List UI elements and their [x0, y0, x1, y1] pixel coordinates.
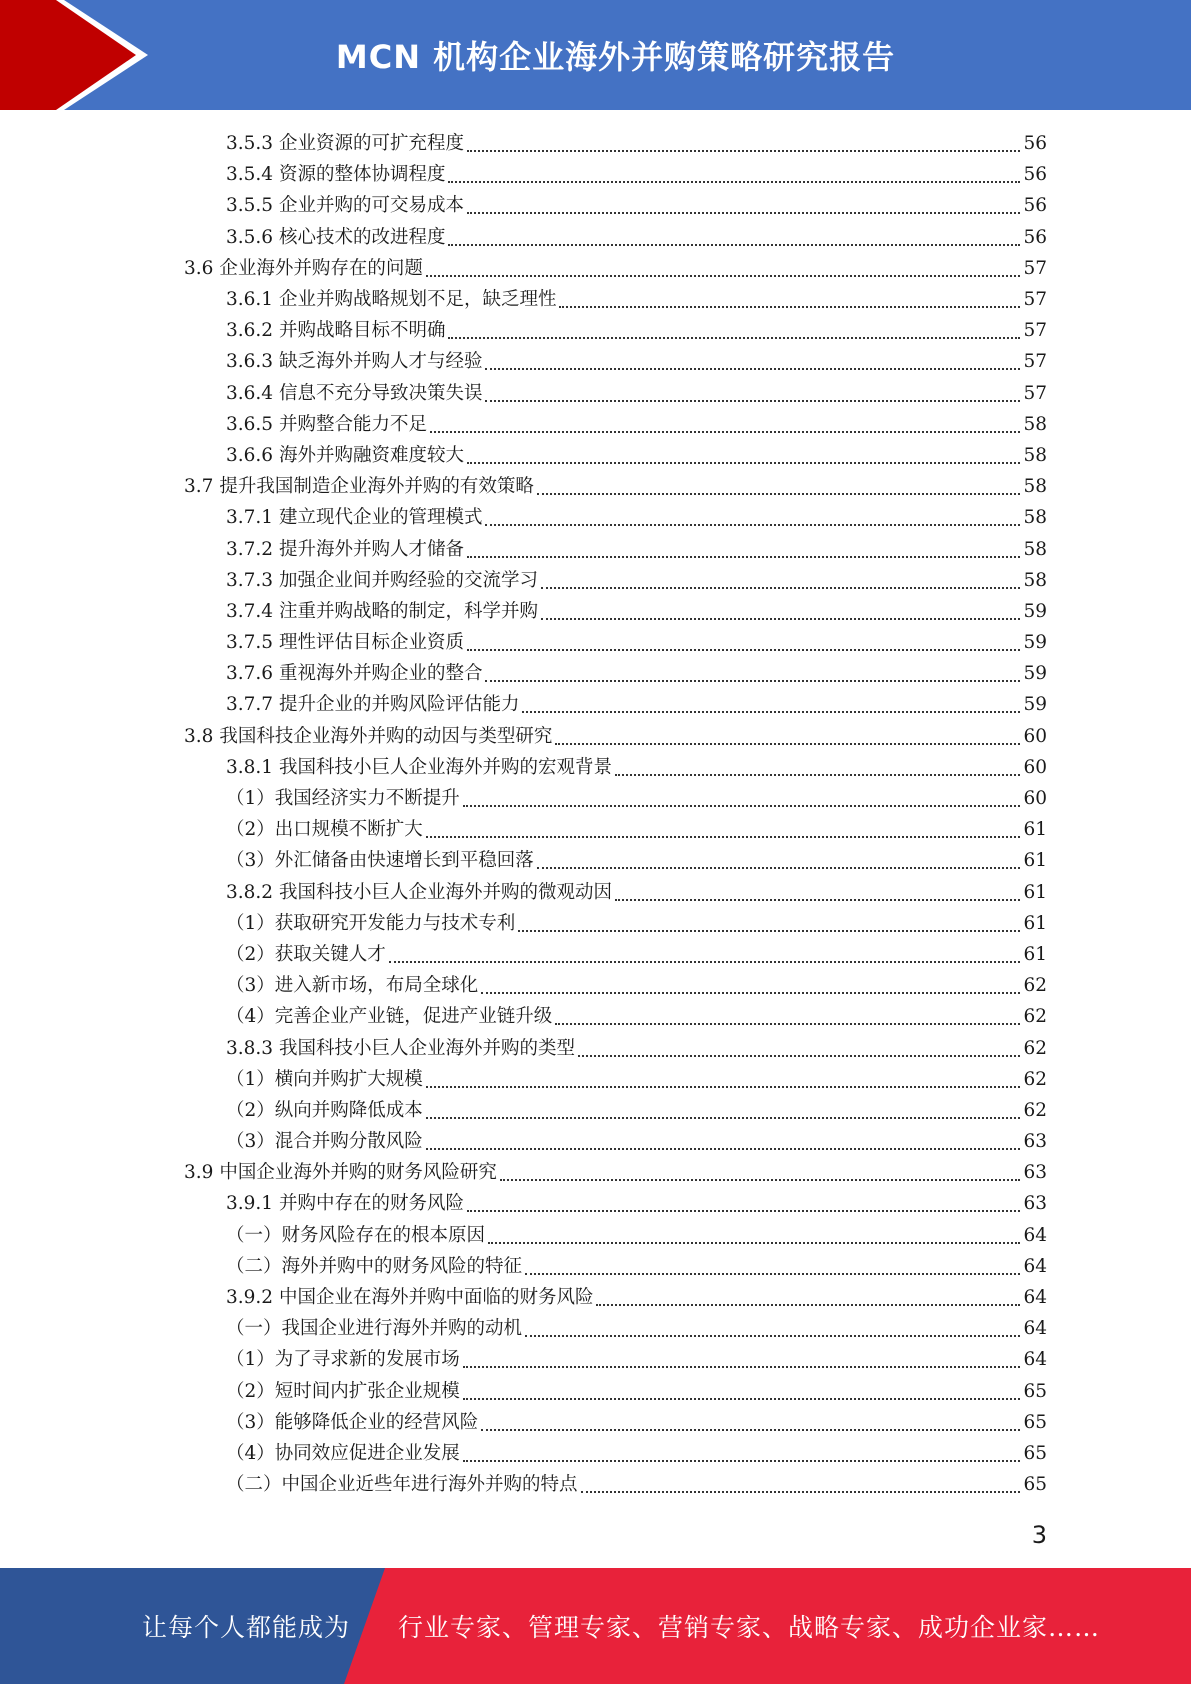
toc-entry[interactable] [0, 596, 1191, 627]
toc-entry-number: 3.6.3 [226, 351, 274, 373]
document-title: MCN 机构企业海外并购策略研究报告 [335, 38, 896, 76]
toc-dot-leader [467, 648, 1020, 651]
toc-entry-text: 外汇储备由快速增长到平稳回落 [274, 850, 534, 872]
toc-entry-text: 资源的整体协调程度 [278, 164, 446, 186]
toc-entry-heading [226, 1407, 478, 1438]
toc-entry-heading [226, 845, 534, 876]
toc-entry-heading [226, 1282, 593, 1313]
toc-entry-page: 59 [1023, 694, 1047, 716]
toc-entry-page: 63 [1023, 1131, 1047, 1153]
toc-entry[interactable] [0, 1126, 1191, 1157]
toc-dot-leader [541, 586, 1020, 589]
toc-entry-number: （3） [226, 1131, 275, 1153]
toc-entry-text: 信息不充分导致决策失误 [278, 382, 483, 404]
toc-entry-text: 我国科技企业海外并购的动因与类型研究 [219, 725, 553, 747]
toc-entry-text: 获取研究开发能力与技术专利 [274, 912, 516, 934]
toc-entry-number: 3.8.2 [226, 881, 274, 903]
toc-entry-text: 缺乏海外并购人才与经验 [278, 351, 483, 373]
toc-dot-leader [518, 929, 1020, 932]
toc-entry[interactable] [0, 346, 1191, 377]
toc-entry-number: （2） [226, 1380, 275, 1402]
toc-entry-text: 中国企业在海外并购中面临的财务风险 [278, 1287, 594, 1309]
toc-entry[interactable] [0, 877, 1191, 908]
toc-entry-page: 62 [1023, 1006, 1047, 1028]
toc-entry-number: 3.7.4 [226, 600, 274, 622]
toc-dot-leader [467, 149, 1020, 152]
toc-entry-page: 61 [1023, 912, 1047, 934]
toc-entry-heading [226, 877, 612, 908]
toc-entry-number: 3.6.4 [226, 382, 274, 404]
toc-entry-text: 中国企业海外并购的财务风险研究 [219, 1162, 497, 1184]
toc-entry-text: 我国科技小巨人企业海外并购的宏观背景 [278, 756, 612, 778]
toc-entry-text: 完善企业产业链，促进产业链升级 [274, 1006, 553, 1028]
toc-entry-number: （1） [226, 1068, 275, 1090]
toc-entry-number: （3） [226, 1411, 275, 1433]
toc-entry-text: 并购整合能力不足 [278, 413, 427, 435]
toc-entry[interactable] [0, 752, 1191, 783]
toc-dot-leader [389, 960, 1021, 963]
toc-entry-text: 企业海外并购存在的问题 [219, 257, 423, 279]
toc-entry-page: 62 [1023, 1099, 1047, 1121]
toc-entry-heading [184, 1157, 497, 1188]
toc-entry-number: 3.9.1 [226, 1193, 274, 1215]
toc-entry-page: 60 [1023, 756, 1047, 778]
toc-entry-page: 57 [1023, 351, 1047, 373]
toc-dot-leader [430, 430, 1020, 433]
toc-entry-page: 62 [1023, 1037, 1047, 1059]
toc-entry-page: 62 [1023, 1068, 1047, 1090]
toc-entry[interactable] [0, 284, 1191, 315]
toc-entry-number: 3.5.6 [226, 226, 274, 248]
toc-entry[interactable] [0, 565, 1191, 596]
toc-entry[interactable] [0, 845, 1191, 876]
toc-entry-text: 提升我国制造企业海外并购的有效策略 [219, 476, 534, 498]
page-footer [0, 1568, 1191, 1684]
toc-entry-text: 注重并购战略的制定，科学并购 [278, 600, 538, 622]
toc-entry-page: 57 [1023, 382, 1047, 404]
toc-entry-number: （4） [226, 1006, 275, 1028]
toc-entry-heading [226, 1438, 460, 1469]
toc-entry-number: 3.6 [184, 257, 214, 279]
toc-entry-text: 短时间内扩张企业规模 [274, 1380, 460, 1402]
toc-entry-page: 65 [1023, 1380, 1047, 1402]
toc-entry-number: （一） [226, 1318, 282, 1340]
toc-dot-leader [426, 835, 1021, 838]
toc-entry[interactable] [0, 689, 1191, 720]
toc-entry-heading [226, 409, 427, 440]
toc-dot-leader [581, 1490, 1021, 1493]
toc-entry[interactable] [0, 1407, 1191, 1438]
toc-entry-number: （一） [226, 1224, 282, 1246]
toc-entry[interactable] [0, 128, 1191, 159]
toc-entry-number: （3） [226, 975, 275, 997]
toc-entry-text: 进入新市场，布局全球化 [274, 975, 479, 997]
toc-entry[interactable] [0, 533, 1191, 564]
page-header [0, 0, 1191, 110]
toc-entry-heading [226, 440, 464, 471]
toc-entry[interactable] [0, 658, 1191, 689]
toc-entry-text: 海外并购中的财务风险的特征 [281, 1255, 523, 1277]
toc-entry[interactable] [0, 1251, 1191, 1282]
toc-entry-heading [226, 1095, 423, 1126]
toc-entry-heading [226, 315, 445, 346]
toc-entry-text: 提升海外并购人才储备 [278, 538, 464, 560]
toc-entry[interactable] [0, 1376, 1191, 1407]
toc-entry-page: 56 [1023, 164, 1047, 186]
toc-entry-page: 59 [1023, 600, 1047, 622]
toc-entry-heading [226, 939, 386, 970]
toc-entry-number: 3.9.2 [226, 1287, 274, 1309]
toc-entry-text: 并购中存在的财务风险 [278, 1193, 464, 1215]
toc-entry-text: 为了寻求新的发展市场 [274, 1349, 460, 1371]
toc-entry-heading [226, 596, 538, 627]
toc-entry-page: 65 [1023, 1411, 1047, 1433]
toc-entry-number: 3.7.5 [226, 632, 274, 654]
toc-entry-heading [226, 128, 464, 159]
toc-dot-leader [485, 679, 1020, 682]
toc-entry-heading [226, 378, 482, 409]
toc-dot-leader [463, 1397, 1021, 1400]
toc-entry-heading [226, 627, 464, 658]
toc-entry-number: 3.8 [184, 725, 214, 747]
toc-entry[interactable] [0, 1220, 1191, 1251]
toc-dot-leader [555, 1022, 1020, 1025]
toc-entry[interactable] [0, 970, 1191, 1001]
toc-dot-leader [555, 742, 1020, 745]
toc-entry-page: 63 [1023, 1162, 1047, 1184]
toc-dot-leader [596, 1303, 1020, 1306]
toc-entry[interactable] [0, 409, 1191, 440]
toc-entry-heading [226, 689, 519, 720]
toc-entry-heading [226, 284, 556, 315]
toc-entry[interactable] [0, 1032, 1191, 1063]
toc-dot-leader [467, 555, 1020, 558]
toc-entry-number: 3.7.6 [226, 663, 274, 685]
toc-entry-text: 混合并购分散风险 [274, 1131, 423, 1153]
toc-dot-leader [448, 243, 1020, 246]
toc-entry[interactable] [0, 939, 1191, 970]
toc-entry-page: 64 [1023, 1349, 1047, 1371]
toc-entry-text: 企业资源的可扩充程度 [278, 133, 464, 155]
toc-entry-number: 3.5.4 [226, 164, 274, 186]
toc-dot-leader [463, 1459, 1021, 1462]
toc-entry-page: 60 [1023, 788, 1047, 810]
toc-entry-text: 财务风险存在的根本原因 [281, 1224, 486, 1246]
toc-entry-number: 3.8.1 [226, 756, 274, 778]
toc-entry-number: （1） [226, 912, 275, 934]
toc-dot-leader [537, 492, 1021, 495]
toc-entry-heading [226, 534, 464, 565]
toc-dot-leader [448, 336, 1020, 339]
toc-entry[interactable] [0, 253, 1191, 284]
toc-entry-page: 63 [1023, 1193, 1047, 1215]
toc-entry-text: 企业并购的可交易成本 [278, 195, 464, 217]
toc-entry[interactable] [0, 440, 1191, 471]
toc-entry-heading [226, 908, 515, 939]
toc-entry-page: 65 [1023, 1474, 1047, 1496]
toc-entry-page: 56 [1023, 226, 1047, 248]
toc-entry-page: 61 [1023, 881, 1047, 903]
toc-entry-page: 59 [1023, 632, 1047, 654]
toc-entry[interactable] [0, 908, 1191, 939]
toc-entry-page: 59 [1023, 663, 1047, 685]
toc-entry-number: （2） [226, 819, 275, 841]
toc-entry-page: 58 [1023, 413, 1047, 435]
toc-entry-heading [226, 1064, 423, 1095]
toc-entry[interactable] [0, 721, 1191, 752]
toc-entry-number: 3.8.3 [226, 1037, 274, 1059]
toc-entry-number: （2） [226, 1099, 275, 1121]
toc-entry-heading [226, 190, 464, 221]
toc-entry-number: 3.5.5 [226, 195, 274, 217]
toc-dot-leader [426, 274, 1021, 277]
toc-entry-heading [226, 814, 423, 845]
toc-entry-page: 57 [1023, 257, 1047, 279]
toc-entry-page: 61 [1023, 943, 1047, 965]
toc-entry-heading [226, 658, 482, 689]
toc-entry-text: 横向并购扩大规模 [274, 1068, 423, 1090]
toc-entry-text: 建立现代企业的管理模式 [278, 507, 483, 529]
toc-entry-heading [226, 1344, 460, 1375]
toc-entry[interactable] [0, 1001, 1191, 1032]
toc-entry[interactable] [0, 627, 1191, 658]
toc-entry-page: 56 [1023, 195, 1047, 217]
toc-entry[interactable] [0, 222, 1191, 253]
toc-entry-page: 64 [1023, 1287, 1047, 1309]
toc-entry-number: 3.7.3 [226, 569, 274, 591]
toc-dot-leader [485, 367, 1020, 370]
toc-entry-heading [226, 752, 612, 783]
toc-entry-number: （二） [226, 1474, 282, 1496]
toc-entry-heading [226, 346, 482, 377]
toc-entry-heading [226, 1033, 575, 1064]
toc-dot-leader [463, 804, 1021, 807]
toc-entry-text: 纵向并购降低成本 [274, 1099, 423, 1121]
toc-dot-leader [525, 1334, 1020, 1337]
toc-entry-number: 3.5.3 [226, 133, 274, 155]
footer-slogan-right: 行业专家、管理专家、营销专家、战略专家、成功企业家…… [398, 1613, 1101, 1642]
toc-dot-leader [615, 898, 1020, 901]
toc-entry-heading [226, 1251, 522, 1282]
toc-entry[interactable] [0, 1469, 1191, 1500]
toc-dot-leader [578, 1054, 1020, 1057]
toc-entry-text: 中国企业近些年进行海外并购的特点 [281, 1474, 578, 1496]
toc-entry-heading [226, 222, 445, 253]
toc-entry-page: 62 [1023, 975, 1047, 997]
toc-entry-number: 3.7 [184, 476, 214, 498]
toc-dot-leader [463, 1365, 1021, 1368]
toc-entry-number: （1） [226, 788, 275, 810]
toc-entry-text: 我国企业进行海外并购的动机 [281, 1318, 523, 1340]
toc-entry[interactable] [0, 1095, 1191, 1126]
toc-entry[interactable] [0, 502, 1191, 533]
toc-entry-text: 加强企业间并购经验的交流学习 [278, 569, 538, 591]
toc-entry-text: 重视海外并购企业的整合 [278, 663, 483, 685]
toc-entry-heading [226, 1376, 460, 1407]
toc-entry-number: 3.9 [184, 1162, 214, 1184]
toc-entry-number: （二） [226, 1255, 282, 1277]
toc-entry-number: 3.6.6 [226, 444, 274, 466]
toc-entry-page: 56 [1023, 133, 1047, 155]
toc-dot-leader [537, 866, 1021, 869]
toc-entry[interactable] [0, 190, 1191, 221]
toc-dot-leader [522, 710, 1020, 713]
toc-entry[interactable] [0, 315, 1191, 346]
toc-entry-heading [184, 253, 423, 284]
toc-entry-text: 出口规模不断扩大 [274, 819, 423, 841]
toc-entry-page: 61 [1023, 819, 1047, 841]
toc-dot-leader [559, 305, 1020, 308]
toc-entry-heading [226, 565, 538, 596]
toc-dot-leader [467, 1209, 1020, 1212]
toc-entry-heading [226, 783, 460, 814]
toc-entry-heading [226, 1001, 552, 1032]
toc-dot-leader [485, 399, 1020, 402]
toc-entry-page: 58 [1023, 538, 1047, 560]
toc-entry-text: 并购战略目标不明确 [278, 320, 446, 342]
toc-dot-leader [481, 991, 1020, 994]
toc-entry-text: 海外并购融资难度较大 [278, 444, 464, 466]
toc-entry-heading [226, 1126, 423, 1157]
toc-entry[interactable] [0, 378, 1191, 409]
toc-entry-text: 我国科技小巨人企业海外并购的类型 [278, 1037, 575, 1059]
toc-entry-page: 65 [1023, 1442, 1047, 1464]
toc-entry[interactable] [0, 471, 1191, 502]
toc-entry-page: 58 [1023, 569, 1047, 591]
toc-entry-text: 我国科技小巨人企业海外并购的微观动因 [278, 881, 612, 903]
toc-entry-page: 58 [1023, 476, 1047, 498]
toc-entry-heading [226, 970, 478, 1001]
toc-entry-text: 理性评估目标企业资质 [278, 632, 464, 654]
toc-entry-text: 核心技术的改进程度 [278, 226, 446, 248]
toc-entry-heading [226, 1188, 464, 1219]
table-of-contents [0, 128, 1191, 1500]
toc-entry[interactable] [0, 1438, 1191, 1469]
toc-entry-number: （2） [226, 943, 275, 965]
toc-entry-page: 58 [1023, 444, 1047, 466]
toc-entry[interactable] [0, 1344, 1191, 1375]
toc-entry[interactable] [0, 159, 1191, 190]
toc-entry-heading [184, 471, 534, 502]
toc-entry-page: 57 [1023, 320, 1047, 342]
toc-entry[interactable] [0, 783, 1191, 814]
toc-entry[interactable] [0, 1282, 1191, 1313]
toc-dot-leader [488, 1241, 1020, 1244]
toc-entry-page: 64 [1023, 1224, 1047, 1246]
toc-entry-text: 协同效应促进企业发展 [274, 1442, 460, 1464]
toc-entry-page: 61 [1023, 850, 1047, 872]
toc-entry-heading [226, 502, 482, 533]
toc-dot-leader [525, 1272, 1020, 1275]
toc-dot-leader [426, 1147, 1021, 1150]
toc-entry-text: 企业并购战略规划不足，缺乏理性 [278, 289, 557, 311]
toc-entry-heading [226, 159, 445, 190]
toc-dot-leader [541, 617, 1020, 620]
toc-entry-number: （3） [226, 850, 275, 872]
toc-dot-leader [500, 1178, 1021, 1181]
toc-dot-leader [448, 180, 1020, 183]
toc-dot-leader [426, 1116, 1021, 1119]
toc-entry-number: 3.6.2 [226, 320, 274, 342]
toc-entry[interactable] [0, 1064, 1191, 1095]
toc-entry-text: 我国经济实力不断提升 [274, 788, 460, 810]
toc-dot-leader [615, 773, 1020, 776]
toc-entry-number: 3.7.1 [226, 507, 274, 529]
toc-entry-number: 3.6.1 [226, 289, 274, 311]
toc-entry-page: 60 [1023, 725, 1047, 747]
toc-entry-number: 3.7.2 [226, 538, 274, 560]
toc-entry-text: 提升企业的并购风险评估能力 [278, 694, 520, 716]
toc-entry-text: 能够降低企业的经营风险 [274, 1411, 479, 1433]
toc-entry-page: 64 [1023, 1255, 1047, 1277]
toc-entry-number: （1） [226, 1349, 275, 1371]
toc-dot-leader [467, 461, 1020, 464]
toc-entry[interactable] [0, 814, 1191, 845]
toc-entry-text: 获取关键人才 [274, 943, 386, 965]
toc-dot-leader [426, 1085, 1021, 1088]
toc-dot-leader [467, 211, 1020, 214]
toc-entry-number: （4） [226, 1442, 275, 1464]
toc-entry-heading [226, 1313, 522, 1344]
toc-entry-page: 57 [1023, 289, 1047, 311]
toc-dot-leader [481, 1428, 1020, 1431]
toc-entry-heading [226, 1469, 578, 1500]
toc-entry-page: 64 [1023, 1318, 1047, 1340]
toc-entry-page: 58 [1023, 507, 1047, 529]
toc-entry-heading [184, 721, 552, 752]
toc-entry-number: 3.7.7 [226, 694, 274, 716]
toc-dot-leader [485, 523, 1020, 526]
toc-entry[interactable] [0, 1313, 1191, 1344]
toc-entry-heading [226, 1220, 485, 1251]
footer-slogan-left: 让每个人都能成为 [142, 1613, 351, 1642]
toc-entry[interactable] [0, 1188, 1191, 1219]
page-number: 3 [1031, 1521, 1047, 1549]
toc-entry[interactable] [0, 1157, 1191, 1188]
toc-entry-number: 3.6.5 [226, 413, 274, 435]
